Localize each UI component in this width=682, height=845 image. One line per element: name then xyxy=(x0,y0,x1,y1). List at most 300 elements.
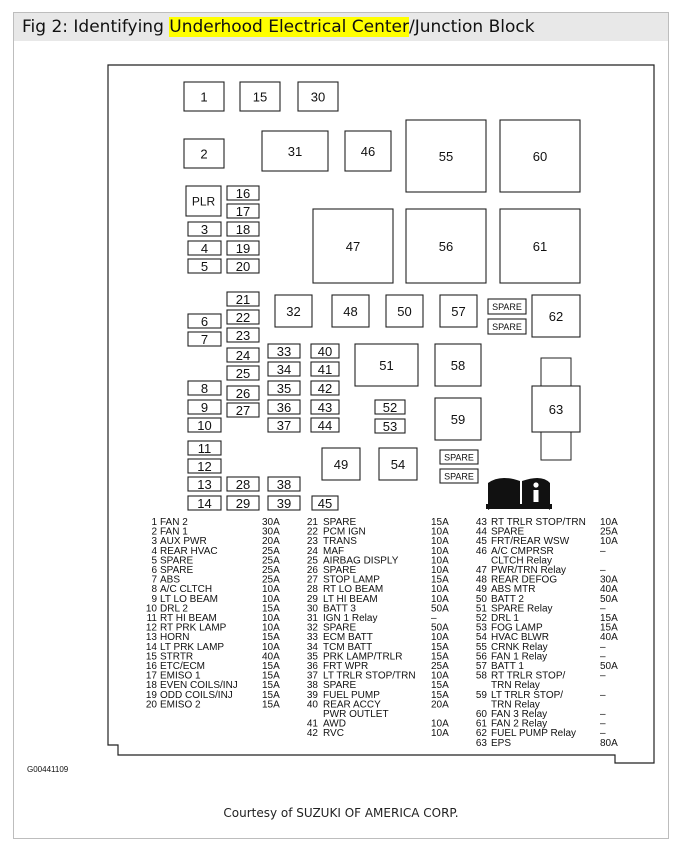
legend-amperage: 30A xyxy=(262,517,280,528)
fuse-box-label: 42 xyxy=(317,381,333,396)
legend-amperage: 40A xyxy=(262,651,280,663)
legend-number: 45 xyxy=(475,536,487,548)
legend-name: ETC/ECM xyxy=(160,661,205,672)
legend-number: 18 xyxy=(145,680,157,692)
legend-number: 1 xyxy=(151,517,157,528)
legend-number: 58 xyxy=(475,670,487,682)
legend-number: 12 xyxy=(145,622,157,634)
fuse-box xyxy=(227,292,259,307)
legend-amperage: 40A xyxy=(600,632,618,644)
fuse-box xyxy=(311,381,339,396)
fuse-box xyxy=(240,82,280,111)
legend-number: 37 xyxy=(306,670,318,682)
legend-number: 53 xyxy=(475,622,487,634)
legend-name: FRT/REAR WSW xyxy=(491,536,570,548)
legend-name: RT TRLR STOP/TRN xyxy=(491,517,586,528)
fuse-box xyxy=(186,186,221,216)
legend-number: 59 xyxy=(475,689,487,701)
legend-number: 49 xyxy=(475,584,487,596)
legend-name: BATT 1 xyxy=(491,661,524,672)
legend-number: 15 xyxy=(145,651,157,663)
legend-name: REAR ACCY xyxy=(323,699,381,711)
fuse-box xyxy=(532,295,580,337)
fuse-box-label: 61 xyxy=(532,239,548,254)
legend-name: AIRBAG DISPLY xyxy=(323,555,399,567)
fuse-box xyxy=(355,344,418,386)
legend-row xyxy=(307,728,449,739)
legend-number: 50 xyxy=(475,593,487,605)
legend-number: 2 xyxy=(151,526,157,538)
fuse-box xyxy=(500,209,580,283)
legend-amperage: 10A xyxy=(431,718,449,730)
legend-amperage: 10A xyxy=(431,670,449,682)
legend-amperage: 15A xyxy=(431,680,449,692)
legend-number: 8 xyxy=(151,584,157,596)
legend-amperage: – xyxy=(600,603,606,615)
legend-name: SPARE xyxy=(323,680,357,692)
fuse-box xyxy=(375,419,405,434)
legend-amperage: 15A xyxy=(431,689,449,701)
legend-amperage: – xyxy=(431,613,437,624)
legend-number: 7 xyxy=(151,574,157,586)
legend-name: ABS MTR xyxy=(491,584,536,596)
legend-amperage: 15A xyxy=(431,641,449,653)
fuse-box-label: 58 xyxy=(450,358,466,373)
legend-name: TRANS xyxy=(323,536,357,548)
legend-amperage: 20A xyxy=(431,699,449,711)
fuse-box-label: 37 xyxy=(276,418,292,433)
fuse-box xyxy=(184,139,224,168)
legend-number: 43 xyxy=(475,517,487,528)
legend-name: SPARE xyxy=(160,565,194,576)
legend-name: SPARE xyxy=(491,526,525,538)
legend-name: RT HI BEAM xyxy=(160,613,217,624)
fuse-box xyxy=(268,496,300,511)
fuse-box xyxy=(313,209,393,283)
legend-name: RVC xyxy=(323,728,344,740)
fuse-box xyxy=(298,82,338,111)
figure-code: G00441109 xyxy=(27,765,69,774)
legend-amperage: 40A xyxy=(600,584,618,596)
legend-amperage: 10A xyxy=(431,555,449,567)
fuse-box xyxy=(184,82,224,111)
legend-amperage: 50A xyxy=(600,661,618,672)
fuse-box xyxy=(311,344,339,359)
fuse-box-label: SPARE xyxy=(444,471,474,482)
legend-amperage: 15A xyxy=(262,632,280,644)
legend-number: 25 xyxy=(306,555,318,567)
fuse-box xyxy=(227,328,259,343)
legend-amperage: 30A xyxy=(600,574,618,586)
legend-number: 42 xyxy=(306,728,318,740)
legend-number: 21 xyxy=(306,517,318,528)
legend-amperage: – xyxy=(600,709,606,720)
legend-amperage: – xyxy=(600,689,606,701)
legend-number: 33 xyxy=(306,632,318,644)
fuse-box-label: 54 xyxy=(390,457,406,472)
legend-amperage: 10A xyxy=(262,593,280,605)
fuse-box xyxy=(500,120,580,192)
legend-number: 46 xyxy=(475,545,487,557)
fuse-box-label: 38 xyxy=(276,477,292,492)
title-prefix: Fig 2: Identifying xyxy=(22,17,170,37)
fuse-box-label: 30 xyxy=(310,89,326,105)
legend-amperage: 15A xyxy=(262,699,280,711)
legend-number: 14 xyxy=(145,641,157,653)
fuse-box-label: 21 xyxy=(235,292,251,307)
legend-number: 39 xyxy=(306,689,318,701)
fuse-box-label: 16 xyxy=(235,186,251,201)
legend-name: A/C CMPRSR xyxy=(491,545,554,557)
legend-name: HVAC BLWR xyxy=(491,632,549,644)
fuse-box-label: 51 xyxy=(379,358,394,373)
fuse-box-label: 57 xyxy=(451,304,466,319)
legend-name: HORN xyxy=(160,632,190,644)
fuse-box xyxy=(268,477,300,492)
fuse-box-label: SPARE xyxy=(492,302,522,312)
fuse-box xyxy=(227,477,259,492)
legend-amperage: 15A xyxy=(431,517,449,528)
legend-amperage: 10A xyxy=(431,593,449,605)
legend-name: SPARE xyxy=(323,622,357,634)
legend-name: SPARE xyxy=(323,517,357,528)
fuse-box-label: 56 xyxy=(438,239,454,254)
fuse-box-label: 18 xyxy=(235,222,251,237)
fuse-box-label: 7 xyxy=(200,332,209,347)
legend-name: BATT 3 xyxy=(323,603,356,615)
legend-number: 30 xyxy=(306,603,318,615)
fuse-box xyxy=(440,295,477,327)
legend-name: FOG LAMP xyxy=(491,622,543,634)
legend-name: TCM BATT xyxy=(323,641,373,653)
legend-amperage: 25A xyxy=(262,565,280,576)
legend-amperage: 10A xyxy=(431,728,449,740)
fuse-box-label: 28 xyxy=(235,477,251,492)
legend-name: DRL 1 xyxy=(491,613,519,624)
legend-name: EMISO 2 xyxy=(160,699,201,711)
legend-number: 26 xyxy=(306,565,318,576)
legend-name: DRL 2 xyxy=(160,603,188,615)
legend-name: ODD COILS/INJ xyxy=(160,689,233,701)
legend-amperage: 15A xyxy=(262,689,280,701)
legend-name: PWR/TRN Relay xyxy=(491,565,567,576)
legend-name: FAN 1 xyxy=(160,526,188,538)
fuse-box xyxy=(268,400,300,415)
legend-name: STOP LAMP xyxy=(323,574,380,586)
legend-number: 20 xyxy=(145,699,157,711)
legend-name: FRT WPR xyxy=(323,661,369,672)
legend-amperage: 50A xyxy=(431,603,449,615)
fuse-box-label: 27 xyxy=(235,403,251,418)
fuse-box-label: 3 xyxy=(200,222,209,237)
legend-number: 51 xyxy=(475,603,487,615)
title-suffix: /Junction Block xyxy=(408,17,535,37)
legend-name: IGN 1 Relay xyxy=(323,613,378,624)
fuse-box-label: 41 xyxy=(317,362,333,377)
fuse-box xyxy=(311,400,339,415)
legend-name: RT LO BEAM xyxy=(323,584,384,596)
legend-name: PWR OUTLET xyxy=(323,709,389,720)
fuse-box-label: 52 xyxy=(382,400,398,415)
fuse-box xyxy=(435,398,481,440)
fuse-box xyxy=(227,366,259,381)
fuse-box xyxy=(227,259,259,274)
legend-amperage: – xyxy=(600,545,606,557)
legend-name: SPARE Relay xyxy=(491,603,553,615)
legend-number: 23 xyxy=(306,536,318,548)
fuse-box xyxy=(227,204,259,219)
legend-number: 16 xyxy=(145,661,157,672)
legend-name: MAF xyxy=(323,545,345,557)
fuse-box xyxy=(322,448,360,480)
legend-amperage: – xyxy=(600,641,606,653)
legend-name: LT LO BEAM xyxy=(160,593,218,605)
fuse-box-label: 5 xyxy=(200,259,209,274)
legend-name: ABS xyxy=(160,574,181,586)
legend-number: 60 xyxy=(475,709,487,720)
legend-number: 10 xyxy=(145,603,157,615)
fuse-box xyxy=(227,403,259,418)
fuse-box-label: 45 xyxy=(317,496,333,511)
legend-amperage: 80A xyxy=(600,737,618,749)
fuse-box xyxy=(268,418,300,433)
legend-number: 54 xyxy=(475,632,487,644)
legend-name: LT PRK LAMP xyxy=(160,641,225,653)
fuse-box-label: 34 xyxy=(276,362,292,377)
fuse-box xyxy=(188,259,221,274)
legend-amperage: 15A xyxy=(262,680,280,692)
legend-name: SPARE xyxy=(323,565,357,576)
legend-amperage: 25A xyxy=(262,545,280,557)
legend-amperage: 10A xyxy=(600,536,618,548)
legend-name: RT TRLR STOP/ xyxy=(491,670,566,682)
legend-amperage: 10A xyxy=(431,565,449,576)
legend-number: 31 xyxy=(306,613,318,624)
fuse-box-label: 39 xyxy=(276,496,292,511)
legend-name: FAN 3 Relay xyxy=(491,709,548,720)
fuse-box-label: 9 xyxy=(200,400,209,415)
legend-amperage: 25A xyxy=(262,574,280,586)
fuse-box xyxy=(275,295,312,327)
fuse-legend xyxy=(146,517,618,749)
fuse-box-label: PLR xyxy=(191,194,216,209)
legend-number: 22 xyxy=(306,526,318,538)
legend-number: 44 xyxy=(475,526,487,538)
legend-amperage: 15A xyxy=(600,613,618,624)
legend-amperage: 15A xyxy=(431,574,449,586)
fuse-box-label: 24 xyxy=(235,348,251,363)
fuse-box-label: 6 xyxy=(200,314,209,329)
legend-name: REAR DEFOG xyxy=(491,574,558,586)
fuse-box xyxy=(406,209,486,283)
fuse-box xyxy=(488,299,526,314)
fuse-box-label: 25 xyxy=(235,366,251,381)
legend-amperage: – xyxy=(600,670,606,682)
legend-amperage: 10A xyxy=(600,517,618,528)
fuse-box xyxy=(227,386,259,401)
fuse-box xyxy=(227,222,259,237)
fuse-box xyxy=(188,241,221,256)
title-highlight: Underhood Electrical Center xyxy=(169,17,409,37)
legend-amperage: 25A xyxy=(600,526,618,538)
legend-name: EMISO 1 xyxy=(160,670,201,682)
legend-name: LT HI BEAM xyxy=(323,593,378,605)
fuse-box xyxy=(440,450,478,464)
fuse-box xyxy=(227,186,259,201)
legend-number: 5 xyxy=(151,555,157,567)
fuse-box xyxy=(488,319,526,334)
legend-number: 41 xyxy=(306,718,318,730)
legend-number: 35 xyxy=(306,651,318,663)
legend-number: 19 xyxy=(145,689,157,701)
fuse-box-label: 4 xyxy=(200,241,209,256)
fuse-box xyxy=(227,348,259,363)
legend-amperage: 10A xyxy=(262,584,280,596)
legend-number: 48 xyxy=(475,574,487,586)
fuse-box-label: 62 xyxy=(548,309,564,324)
legend-number: 34 xyxy=(306,641,318,653)
fuse-box-label: 31 xyxy=(287,144,303,159)
legend-row xyxy=(146,699,280,710)
legend-name: FAN 2 Relay xyxy=(491,718,548,730)
fuse-box-label: 1 xyxy=(200,89,208,105)
fuse-box xyxy=(532,386,580,432)
legend-amperage: 10A xyxy=(262,641,280,653)
legend-amperage: 10A xyxy=(431,584,449,596)
legend-number: 57 xyxy=(475,661,487,672)
legend-amperage: 50A xyxy=(600,593,618,605)
legend-amperage: 20A xyxy=(262,536,280,548)
fuse-box-label: 2 xyxy=(200,146,208,162)
legend-amperage: – xyxy=(600,651,606,663)
legend-number: 13 xyxy=(145,632,157,644)
fuse-box-label: 35 xyxy=(276,381,292,396)
fuse-box xyxy=(440,469,478,483)
fuse-box xyxy=(188,222,221,237)
legend-name: FAN 2 xyxy=(160,517,188,528)
fuse-box xyxy=(227,241,259,256)
legend-name: EVEN COILS/INJ xyxy=(160,680,238,692)
legend-name: TRN Relay xyxy=(491,699,540,711)
legend-amperage: 15A xyxy=(600,622,618,634)
legend-amperage: 10A xyxy=(262,622,280,634)
legend-name: FUEL PUMP xyxy=(323,689,380,701)
fuse-box-label: 17 xyxy=(235,204,251,219)
fuse-box xyxy=(268,344,300,359)
fuse-box-label: 22 xyxy=(235,310,251,325)
legend-number: 4 xyxy=(151,545,157,557)
legend-number: 3 xyxy=(151,536,157,548)
fuse-box xyxy=(435,344,481,386)
legend-amperage: 15A xyxy=(262,670,280,682)
fuse-box-label: 29 xyxy=(235,496,251,511)
fuse-box-label: 33 xyxy=(276,344,292,359)
legend-name: LT TRLR STOP/ xyxy=(491,689,564,701)
legend-amperage: 10A xyxy=(431,632,449,644)
legend-row xyxy=(476,738,618,749)
legend-number: 61 xyxy=(475,718,487,730)
legend-amperage: – xyxy=(600,565,606,576)
legend-name: A/C CLTCH xyxy=(160,584,213,596)
fuse-box-label: 47 xyxy=(345,239,361,254)
fuse-box-label: 46 xyxy=(360,144,376,159)
legend-amperage: 50A xyxy=(431,622,449,634)
fuse-box-label: 19 xyxy=(235,241,251,256)
legend-name: EPS xyxy=(491,737,512,749)
fuse-box xyxy=(345,131,391,171)
fuse-box-label: 43 xyxy=(317,400,333,415)
fuse-box-label: 13 xyxy=(197,477,212,492)
legend-amperage: – xyxy=(600,718,606,730)
fuse-box-label: 60 xyxy=(532,149,548,164)
fuse-box-label: 63 xyxy=(548,402,564,417)
fuse-box xyxy=(188,441,221,456)
legend-number: 56 xyxy=(475,651,487,663)
legend-name: RT PRK LAMP xyxy=(160,622,227,634)
fuse-box-label: 12 xyxy=(197,459,212,474)
legend-number: 28 xyxy=(306,584,318,596)
legend-number: 9 xyxy=(151,593,157,605)
legend-amperage: 25A xyxy=(262,555,280,567)
fuse-box xyxy=(188,400,221,415)
legend-name: TRN Relay xyxy=(491,680,540,692)
legend-number: 47 xyxy=(475,565,487,576)
legend-number: 29 xyxy=(306,593,318,605)
fuse-box-label: 32 xyxy=(286,304,301,319)
legend-name: AUX PWR xyxy=(160,536,207,548)
legend-number: 38 xyxy=(306,680,318,692)
fuse-box xyxy=(312,496,338,511)
fuse-box-label: 8 xyxy=(200,381,209,396)
legend-number: 62 xyxy=(475,728,487,740)
fuse-box xyxy=(311,418,339,433)
legend-name: CLTCH Relay xyxy=(491,555,552,567)
legend-name: AWD xyxy=(323,718,346,730)
fuse-box-label: 53 xyxy=(382,419,398,434)
fuse-box xyxy=(406,120,486,192)
fuse-box-label: SPARE xyxy=(444,452,474,463)
legend-number: 11 xyxy=(146,613,157,624)
legend-amperage: 10A xyxy=(431,526,449,538)
legend-name: FAN 1 Relay xyxy=(491,651,548,663)
legend-amperage: 10A xyxy=(431,545,449,557)
fuse-box-label: 44 xyxy=(317,418,333,433)
fuse-box xyxy=(188,477,221,492)
legend-number: 32 xyxy=(306,622,318,634)
fuse-box-label: 15 xyxy=(252,89,268,105)
legend-name: SPARE xyxy=(160,555,194,567)
fuse-box xyxy=(386,295,423,327)
fuse-box-label: 55 xyxy=(438,149,454,164)
courtesy-credit: Courtesy of SUZUKI OF AMERICA CORP. xyxy=(223,806,459,820)
fuse-box xyxy=(227,310,259,325)
legend-name: FUEL PUMP Relay xyxy=(491,728,577,740)
book-info-icon xyxy=(486,478,552,510)
fuse-box-label: 20 xyxy=(235,259,251,274)
fuse-box-label: 10 xyxy=(197,418,212,433)
legend-amperage: 30A xyxy=(262,526,280,538)
fuse-box-label: 23 xyxy=(235,328,251,343)
fuse-box xyxy=(188,381,221,396)
legend-amperage: 10A xyxy=(262,613,280,624)
fuse-box xyxy=(375,400,405,415)
legend-amperage: 10A xyxy=(431,536,449,548)
fuse-box xyxy=(188,496,221,511)
legend-number: 24 xyxy=(306,545,318,557)
fuse-box xyxy=(188,418,221,433)
legend-amperage: 15A xyxy=(262,603,280,615)
legend-amperage: 25A xyxy=(431,661,449,672)
